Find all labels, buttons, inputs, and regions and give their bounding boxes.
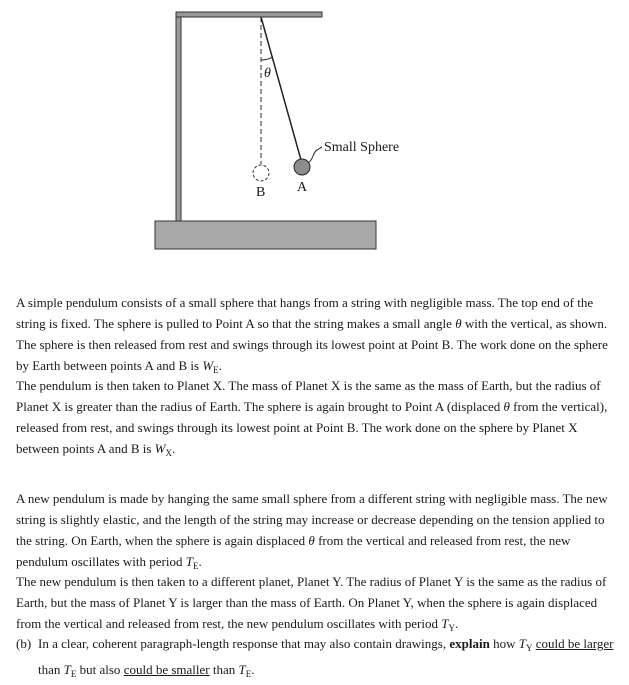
part-b-label: (b) [16,636,32,651]
pendulum-diagram [0,0,629,260]
point-b-label: B [256,185,266,200]
small-sphere-label: Small Sphere [324,140,400,155]
question-part-b [16,633,616,685]
paragraph-planet-x: The pendulum is then taken to Planet X. The mass of Planet X is the same as the mass of Earth, but the radius of Planet X is greater than the radius of Earth. The sphere is again brought to Point A (displaced θ from the vertical), released from rest, and swings through its lowest point at Point B. The work done on the sphere by Planet X between points A and B is $W_X$. [16,378,608,458]
stand-post [176,12,181,221]
part-b-text: In a clear, coherent paragraph-length response that may also contain drawings, explain how $T_Y$ could be larger than $T_E$ but also could be smaller than $T_E$. [38,636,614,679]
point-a-label: A [297,180,308,195]
sphere-at-b [253,165,269,181]
stand-beam [176,12,322,17]
angle-arc [261,57,273,60]
theta-label: θ [264,66,271,81]
pendulum-string [261,17,301,160]
paragraph-new-pendulum: A new pendulum is made by hanging the same small sphere from a different string with negligible mass. The new string is slightly elastic, and the length of the string may increase or decrease depending on the tension applied to the string. On Earth, when the sphere is again displaced θ from the vertical and released from rest, the new pendulum oscillates with period $T_E$. [16,491,608,571]
stand-base [155,221,376,249]
sphere-at-a [294,159,310,175]
paragraph-planet-y: The new pendulum is then taken to a different planet, Planet Y. The radius of Planet Y is the same as the radius of Earth, but the mass of Planet Y is larger than the mass of Earth. On Planet Y, when the sphere is again displaced from the vertical and released from rest, the new pendulum oscillates with period $T_Y$. [16,574,607,633]
paragraph-pendulum-earth: A simple pendulum consists of a small sphere that hangs from a string with negligible mass. The top end of the string is fixed. The sphere is pulled to Point A so that the string makes a small angle θ with the vertical, as shown. The sphere is then released from rest and swings through its lowest point at Point B. The work done on the sphere by Earth between points A and B is $W_E$. [16,295,608,375]
small-sphere-pointer [309,147,322,162]
